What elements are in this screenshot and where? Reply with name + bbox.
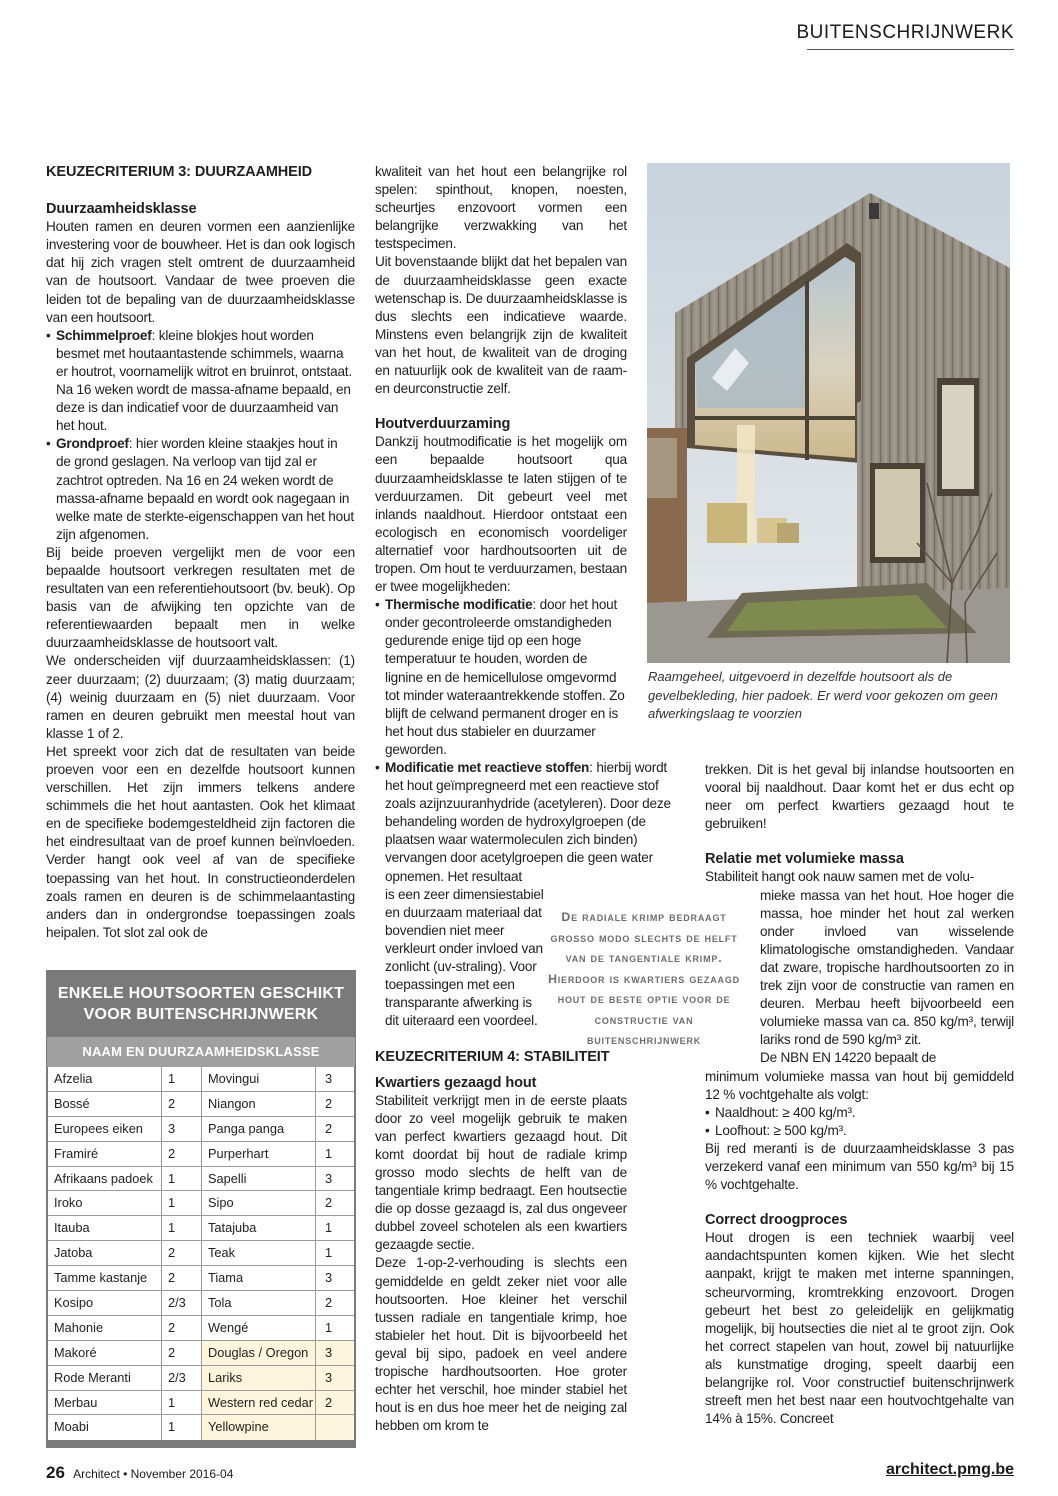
list-item-text: Naaldhout: ≥ 400 kg/m³. [715,1104,856,1120]
durability-class: 2 [162,1092,202,1116]
paragraph: trekken. Dit is het geval bij inlandse houtsoorten en vooral bij naaldhout. Daar komt het er dus echt op neer om perfect kwartiers gezaagd hout te gebruiken! [705,762,1014,832]
paragraph: Stabiliteit hangt ook nauw samen met de volu- [705,869,975,885]
durability-class: 1 [325,1145,333,1161]
table-row [48,1366,354,1391]
table-row [48,1067,354,1092]
section-header: BUITENSCHRIJNWERK [796,22,1014,43]
durability-class: 3 [325,1170,333,1186]
table-row [48,1291,354,1316]
durability-class: 2 [325,1195,333,1211]
table-row [48,1341,354,1366]
species-name: Douglas / Oregon [202,1341,316,1365]
species-name: Lariks [202,1366,316,1390]
paragraph: kwaliteit van het hout een belangrijke rol spelen: spinthout, knopen, noesten, scheurtjes enzovoort vormen een belangrijke verzwakking van het testspecimen. [375,164,627,252]
durability-class: 1 [325,1220,333,1236]
durability-class: 1 [162,1415,202,1440]
definition: : hier worden kleine staakjes hout in de grond geslagen. Na verloop van tijd zal er zachtrot optreden. Na 16 en 24 weken wordt de massa-afname bepaald en wordt ook nagegaan in welke mate de sterkte-eigenschappen van het hout zijn afgenomen. [56,436,354,542]
table-row [48,1415,354,1440]
species-name: Iroko [48,1191,162,1215]
durability-class: 2 [162,1142,202,1166]
paragraph: Houten ramen en deuren vormen een aanzienlijke investering voor de bouwheer. Het is dan ook logisch dat hij zich vragen stelt omtrent de duurzaamheid van de houtsoort. Vandaar de twee proeven die leiden tot de bepaling van de duurzaamheidsklasse van een houtsoort. [46,219,355,325]
paragraph: Stabiliteit verkrijgt men in de eerste plaats door zo veel mogelijk gebruik te maken van perfect kwartiers gezaagd hout. Dit komt doordat bij hout de radiale krimp grosso modo slechts de helft van de tangentiale krimp bedraagt. Een houtsectie die op dosse gezaagd is, zal dus ongeveer dubbel zoveel schotelen als een kwartiers gezaagde sectie. [375,1092,627,1253]
list-item-continued: is een zeer dimensiestabiel en duurzaam materiaal dat bovendien niet meer verkleurt onder invloed van zonlicht (uv-straling). Voor toepassingen met een transparante afwerking is dit uiteraard een voordeel. [385,886,544,1029]
table-row [48,1266,354,1291]
durability-class: 1 [162,1391,202,1415]
table-title-line: VOOR BUITENSCHRIJNWERK [83,1006,319,1023]
bullet-icon: • [705,1122,710,1138]
photo-caption: Raamgeheel, uitgevoerd in dezelfde houtsoort als de gevelbekleding, hier padoek. Er werd voor gekozen om geen afwerkingslaag te voorzien [648,669,998,721]
species-name: Tiama [202,1266,316,1290]
subheading: Houtverduurzaming [375,416,511,433]
durability-class: 2 [325,1120,333,1136]
durability-class: 1 [162,1191,202,1215]
durability-class: 1 [162,1167,202,1191]
paragraph: Deze 1-op-2-verhouding is slechts een gemiddelde en geldt zeker niet voor alle houtsoorten. Hoe kleiner het verschil tussen radiale en tangentiale krimp, hoe stabieler het hout. Dit is bijvoorbeeld het geval bij sipo, padoek en veel andere tropische hardhoutsoorten. Hoe groter echter het verschil, hoe minder stabiel het hout is en dus hoe meer het de neiging zal hebben om krom te [375,1255,627,1434]
table-row [48,1167,354,1192]
species-name: Panga panga [202,1117,316,1141]
term: Thermische modificatie [385,597,533,613]
list-item [375,596,627,759]
durability-class: 2 [162,1316,202,1340]
durability-class: 2 [162,1241,202,1265]
species-name: Western red cedar [202,1391,316,1415]
species-name: Merbau [48,1391,162,1415]
wood-species-table [46,970,356,1448]
definition: : hierbij wordt het hout geïmpregneerd met een reactieve stof zoals azijnzuuranhydride (acetyleren). Door deze behandeling worden de hydroxylgroepen (de plaatsen waar watermoleculen zich binden) vervangen door acetylgroepen die geen water opnemen. Het resultaat [385,760,671,884]
durability-class: 3 [325,1270,333,1286]
species-name: Framiré [48,1142,162,1166]
list-item [705,1104,1014,1122]
species-name: Tola [202,1291,316,1315]
definition: : door het hout onder gecontroleerde omstandigheden gedurende enige tijd op een hoge temperatuur te houden, worden de lignine en de hemicellulose omgevormd tot minder wateraantrekkende stoffen. Zo blijft de celwand permanent droger en is het hout dus stabieler en duurzamer geworden. [385,597,625,757]
species-name: Bossé [48,1092,162,1116]
section-heading: KEUZECRITERIUM 3: DUURZAAMHEID [46,164,313,180]
definition: : kleine blokjes hout worden besmet met houtaantastende schimmels, waarna er houtrot, voornamelijk witrot en bruinrot, ontstaat. Na 16 weken wordt de massa-afname bepaald, en deze is dan indicatief voor de duurzaamheid van het hout. [56,327,352,434]
durability-class: 2 [325,1095,333,1111]
page-number: 26 [46,1463,65,1482]
table-title-line: ENKELE HOUTSOORTEN GESCHIKT [57,985,345,1002]
list-item [46,327,355,436]
durability-class: 2 [325,1295,333,1311]
durability-class: 2 [316,1391,354,1415]
species-name: Mahonie [48,1316,162,1340]
table-subtitle: NAAM EN DUURZAAMHEIDSKLASSE [47,1037,355,1067]
table-row [48,1216,354,1241]
durability-class: 3 [316,1341,354,1365]
table-row [48,1191,354,1216]
list-item [46,435,355,544]
species-name: Europees eiken [48,1117,162,1141]
paragraph: mieke massa van het hout. Hoe hoger die massa, hoe minder het hout zal werken onder invloed van wisselende klimatologische omstandigheden. Vandaar dat zware, tropische hardhoutsoorten zo in trek zijn voor de constructie van ramen en deuren. Merbau heeft bijvoorbeeld een volumieke massa van ca. 850 kg/m³, terwijl lariks rond de 590 kg/m³ zit. [760,887,1014,1048]
species-name: Afrikaans padoek [48,1167,162,1191]
footer-info [46,1463,233,1483]
table-row [48,1241,354,1266]
durability-class: 1 [162,1216,202,1240]
species-name: Tatajuba [202,1216,316,1240]
species-name: Sipo [202,1191,316,1215]
species-name: Moabi [48,1415,162,1440]
durability-class: 2 [162,1266,202,1290]
list-item [375,759,685,886]
term: Modificatie met reactieve stoffen [385,760,590,775]
species-name: Niangon [202,1092,316,1116]
species-name: Wengé [202,1316,316,1340]
durability-class [316,1415,354,1440]
paragraph: minimum volumieke massa van hout bij gemiddeld 12 % vochtgehalte als volgt: [705,1068,1014,1102]
list-item-text: Loofhout: ≥ 500 kg/m³. [715,1122,847,1138]
paragraph: Het spreekt voor zich dat de resultaten van beide proeven voor een en dezelfde houtsoort kunnen verschillen. Het zijn immers telkens andere schimmels die het hout aantasten. Ook het klimaat en de specifieke bodemgesteldheid zijn factoren die het eindresultaat van de proef kunnen beïnvloeden. Verder hangt ook veel af van de specifieke toepassing van het hout. In constructieonderdelen zoals ramen en deuren is de schimmelaantasting anders dan in ondergrondse toepassingen zoals heipalen. Tot slot zal ook de [46,743,355,940]
subheading: Relatie met volumieke massa [705,851,904,868]
durability-class: 1 [325,1245,333,1261]
durability-class: 2/3 [162,1366,202,1390]
bullet-icon: • [46,436,51,452]
column-1 [46,163,355,942]
table-row [48,1391,354,1416]
species-name: Makoré [48,1341,162,1365]
species-name: Sapelli [202,1167,316,1191]
building-photo [647,163,1010,663]
species-name: Rode Meranti [48,1366,162,1390]
species-name: Movingui [202,1067,316,1091]
table-body [48,1067,354,1440]
bullet-icon: • [375,597,380,613]
term: Schimmelproef [56,327,152,343]
durability-class: 3 [162,1117,202,1141]
durability-class: 3 [316,1366,354,1390]
durability-class: 1 [162,1067,202,1091]
durability-class: 3 [325,1071,333,1086]
subheading: Kwartiers gezaagd hout [375,1074,537,1091]
bullet-icon: • [375,760,380,775]
table-row [48,1117,354,1142]
paragraph: Hout drogen is een techniek waarbij veel aandachtspunten komen kijken. Wie het slecht aanpakt, krijgt te maken met interne spanningen, scheurvorming, kromtrekking enzovoort. Drogen gebeurt het best zo geleidelijk en gelijkmatig mogelijk, bij houtsecties die niet al te groot zijn. Ook het correct stapelen van hout, zowel bij natuurlijke als kunstmatige droging, speelt daarbij een belangrijke rol. Voor constructief buitenschrijnwerk streeft men het best naar een houtvochtgehalte van 14% à 15%. Concreet [705,1230,1014,1427]
header-divider [807,49,1014,50]
list-item [705,1122,1014,1140]
paragraph: Uit bovenstaande blijkt dat het bepalen van de duurzaamheidsklasse geen exacte wetenschap is. De duurzaamheidsklasse is dus slechts een indicatieve waarde. Minstens even belangrijk zijn de kwaliteit van het hout, de kwaliteit van de droging en natuurlijk ook de kwaliteit van de raam- en deurconstructie zelf. [375,254,627,397]
species-name: Teak [202,1241,316,1265]
section-heading: KEUZECRITERIUM 4: STABILITEIT [375,1049,610,1066]
paragraph: De NBN EN 14220 bepaalt de [760,1050,937,1066]
table-row [48,1142,354,1167]
subheading: Duurzaamheidsklasse [46,201,197,218]
durability-class: 2 [162,1341,202,1365]
durability-class: 2/3 [162,1291,202,1315]
durability-class: 1 [325,1319,333,1335]
table-row [48,1092,354,1117]
table-row [48,1316,354,1341]
paragraph: Dankzij houtmodificatie is het mogelijk om een bepaalde houtsoort qua duurzaamheidsklasse te laten stijgen of te verduurzamen. Dit gebeurt veel met inlands naaldhout. Hierdoor ontstaat een ecologisch en economisch voordeliger alternatief voor hardhoutsoorten uit de tropen. Om hout te verduurzamen, bestaan er twee mogelijkheden: [375,434,627,595]
species-name: Purperhart [202,1142,316,1166]
species-name: Yellowpine [202,1415,316,1440]
pull-quote: De radiale krimp bedraagt grosso modo slechts de helft van de tangentiale krimp. Hierdoor is kwartiers gezaagd hout de beste optie voor de constructie van buitenschrijnwerk [548,910,740,1047]
species-name: Afzelia [48,1067,162,1091]
species-name: Tamme kastanje [48,1266,162,1290]
publication-name: Architect • November 2016-04 [73,1467,234,1481]
table-title [47,971,355,1037]
bullet-icon: • [705,1104,710,1120]
species-name: Jatoba [48,1241,162,1265]
column-3 [705,761,1014,1428]
paragraph: Bij red meranti is de duurzaamheidsklasse 3 pas verzekerd vanaf een minimum van 550 kg/m³ bij 15 % vochtgehalte. [705,1140,1014,1193]
bullet-icon: • [46,327,51,343]
term: Grondproef [56,436,129,452]
paragraph: We onderscheiden vijf duurzaamheidsklassen: (1) zeer duurzaam; (2) duurzaam; (3) matig duurzaam; (4) weinig duurzaam en (5) niet duurzaam. Voor ramen en deuren gebruikt men meestal hout van klasse 1 of 2. [46,653,355,741]
species-name: Itauba [48,1216,162,1240]
paragraph: Bij beide proeven vergelijkt men de voor een bepaalde houtsoort verkregen resultaten met de resultaten van een referentiehoutsoort (bv. beuk). Op basis van de afwijking ten opzichte van de referentiewaarden bepaalt men in welke duurzaamheidsklasse de houtsoort valt. [46,544,355,651]
website-link[interactable]: architect.pmg.be [885,1461,1014,1478]
subheading: Correct droogproces [705,1212,848,1229]
species-name: Kosipo [48,1291,162,1315]
